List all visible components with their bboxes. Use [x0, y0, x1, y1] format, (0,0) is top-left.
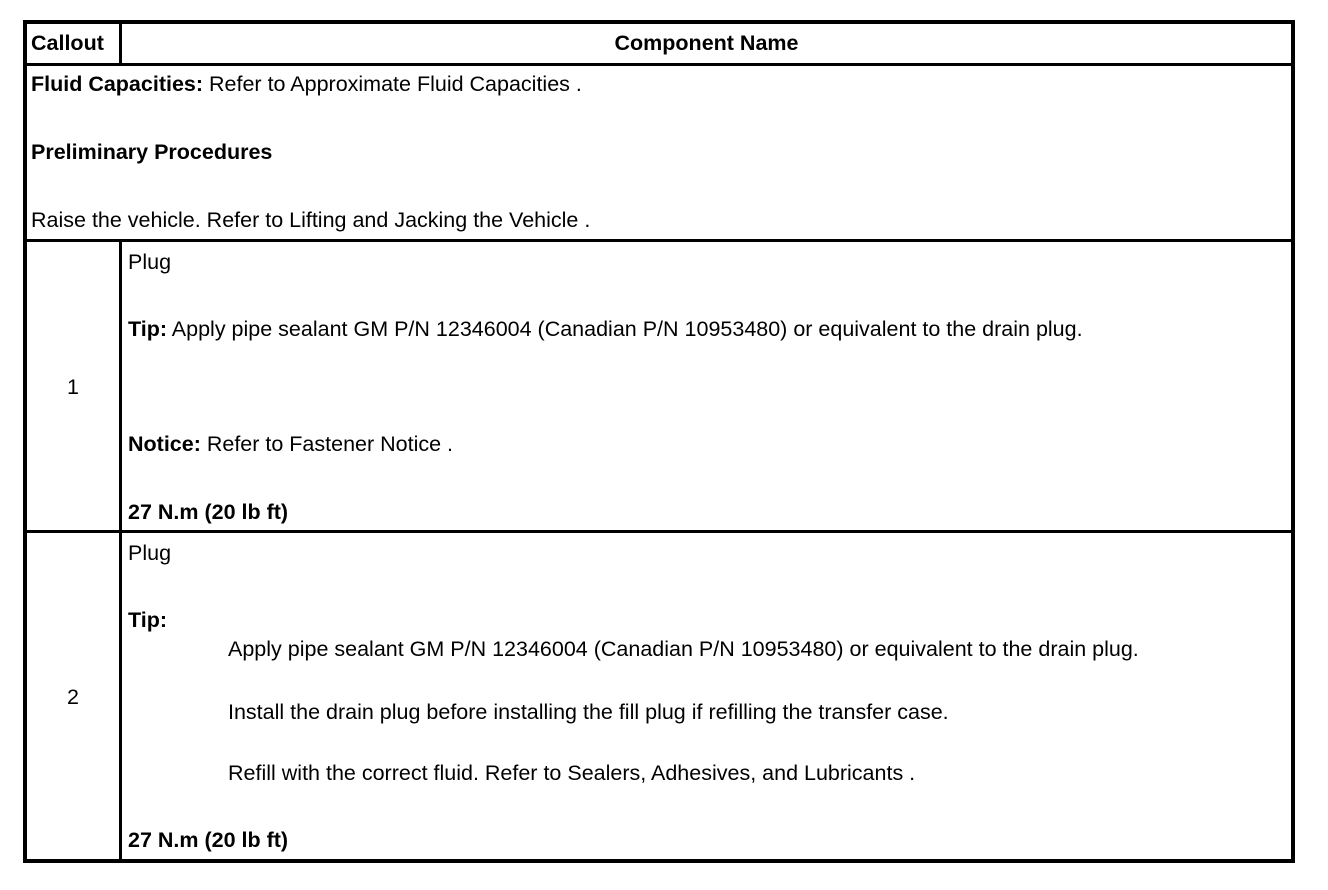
raise-vehicle-text: Raise the vehicle. Refer to Lifting and Jacking the Vehicle .	[31, 208, 591, 232]
table-border-bottom	[23, 859, 1295, 863]
row-2-tip-item-1: Apply pipe sealant GM P/N 12346004 (Canadian P/N 10953480) or equivalent to the drain plug.	[228, 637, 1139, 661]
row-1-tip-text: Apply pipe sealant GM P/N 12346004 (Canadian P/N 10953480) or equivalent to the drain plug.	[167, 317, 1083, 341]
row-2-tip-item-3: Refill with the correct fluid. Refer to Sealers, Adhesives, and Lubricants .	[228, 761, 916, 785]
row-1-tip-label: Tip:	[128, 317, 168, 341]
header-divider	[23, 63, 1295, 66]
component-table	[23, 20, 1295, 863]
preliminary-procedures-heading: Preliminary Procedures	[31, 140, 273, 164]
fluid-capacities-label: Fluid Capacities:	[31, 72, 204, 96]
row-2-torque: 27 N.m (20 lb ft)	[128, 828, 289, 852]
table-border-top	[23, 20, 1295, 24]
row-1-notice-text: Refer to Fastener Notice .	[200, 432, 454, 456]
rows-column-divider	[119, 239, 122, 863]
row-2-tip-item-2: Install the drain plug before installing the fill plug if refilling the transfer case.	[228, 700, 949, 724]
row-1-notice-line	[128, 432, 453, 456]
table-border-left	[23, 20, 27, 863]
header-callout: Callout	[31, 31, 104, 55]
row-2-callout: 2	[67, 685, 79, 709]
header-component-name: Component Name	[614, 31, 799, 55]
row-2-tip-label: Tip:	[128, 608, 168, 632]
row-1-component: Plug	[128, 250, 172, 274]
row-1-divider	[23, 530, 1295, 533]
fluid-capacities-line	[31, 72, 582, 96]
row-1-notice-label: Notice:	[128, 432, 201, 456]
row-2-component: Plug	[128, 541, 172, 565]
preliminary-divider	[23, 239, 1295, 242]
table-border-right	[1291, 20, 1295, 863]
row-1-callout: 1	[67, 375, 79, 399]
fluid-capacities-text: Refer to Approximate Fluid Capacities .	[203, 72, 582, 96]
row-1-tip-line	[128, 317, 1083, 341]
row-1-torque: 27 N.m (20 lb ft)	[128, 500, 289, 524]
